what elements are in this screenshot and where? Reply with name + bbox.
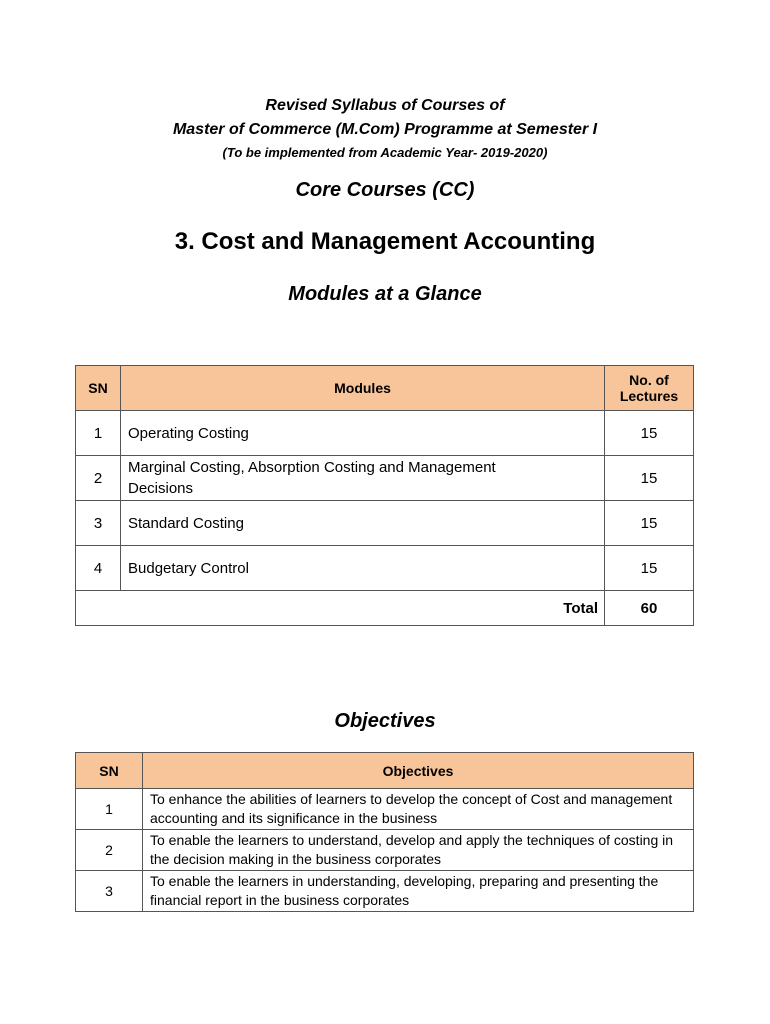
module-sn: 1 <box>76 411 121 456</box>
objective-sn: 2 <box>76 830 143 871</box>
objectives-header-objectives: Objectives <box>143 753 694 789</box>
table-row <box>76 871 694 912</box>
table-row <box>76 546 694 591</box>
objective-text: To enable the learners in understanding, developing, preparing and presenting the financial report in the business corporates <box>143 871 694 912</box>
modules-header-row <box>76 366 694 411</box>
category-heading: Core Courses (CC) <box>295 179 475 201</box>
module-sn: 4 <box>76 546 121 591</box>
module-lectures: 15 <box>605 546 694 591</box>
module-name: Operating Costing <box>121 411 605 456</box>
total-row <box>76 591 694 626</box>
table-row <box>76 456 694 501</box>
header-line-1: Revised Syllabus of Courses of <box>265 97 505 114</box>
module-name: Standard Costing <box>121 501 605 546</box>
objectives-table <box>75 752 694 912</box>
modules-header-sn: SN <box>76 366 121 411</box>
objective-text: To enhance the abilities of learners to develop the concept of Cost and management accounting and its significance in the business <box>143 789 694 830</box>
objective-sn: 3 <box>76 871 143 912</box>
module-lectures: 15 <box>605 501 694 546</box>
total-label: Total <box>76 591 605 626</box>
header-line-3: (To be implemented from Academic Year- 2019-2020) <box>222 145 548 160</box>
objectives-section-title: Objectives <box>334 710 436 732</box>
table-row <box>76 830 694 871</box>
modules-table <box>75 365 694 626</box>
objectives-header-sn: SN <box>76 753 143 789</box>
module-lectures: 15 <box>605 456 694 501</box>
objective-text: To enable the learners to understand, develop and apply the techniques of costing in the decision making in the business corporates <box>143 830 694 871</box>
module-sn: 2 <box>76 456 121 501</box>
modules-section-title: Modules at a Glance <box>288 283 482 305</box>
table-row <box>76 501 694 546</box>
header-line-2: Master of Commerce (M.Com) Programme at Semester I <box>172 121 598 138</box>
module-name: Budgetary Control <box>121 546 605 591</box>
objective-sn: 1 <box>76 789 143 830</box>
objectives-header-row <box>76 753 694 789</box>
modules-header-modules: Modules <box>121 366 605 411</box>
table-row <box>76 789 694 830</box>
course-title: 3. Cost and Management Accounting <box>174 228 596 255</box>
module-name: Marginal Costing, Absorption Costing and Management Decisions <box>121 456 605 501</box>
module-lectures: 15 <box>605 411 694 456</box>
module-sn: 3 <box>76 501 121 546</box>
table-row <box>76 411 694 456</box>
total-value: 60 <box>605 591 694 626</box>
modules-header-lectures: No. of Lectures <box>605 366 694 411</box>
